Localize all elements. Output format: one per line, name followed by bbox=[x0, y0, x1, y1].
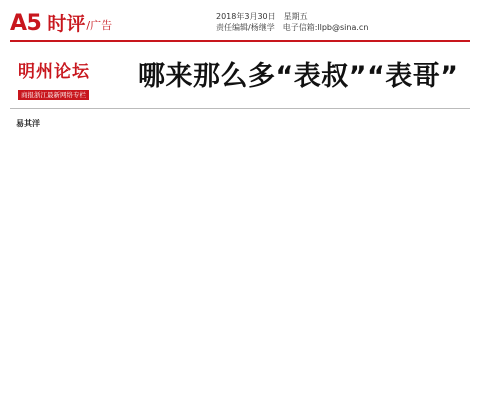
article-area bbox=[10, 42, 470, 413]
dateline bbox=[216, 11, 368, 33]
column-subtitle: 商报浙江最新网络专栏 bbox=[18, 90, 89, 100]
weekday: 星期五 bbox=[283, 12, 308, 21]
editor-row bbox=[216, 22, 368, 33]
article-column-2 bbox=[131, 130, 239, 407]
article-byline: 易其洋 bbox=[16, 119, 40, 128]
email-label: 电子信箱: bbox=[282, 23, 318, 32]
editor: 责任编辑/杨继学 bbox=[216, 23, 275, 32]
column-title: 明州论坛 bbox=[18, 62, 90, 82]
headline-divider bbox=[10, 108, 470, 109]
email-address: llpb@sina.cn bbox=[317, 23, 369, 32]
page-number: A5 bbox=[10, 11, 42, 36]
column-badge bbox=[18, 62, 128, 101]
article-column-1 bbox=[16, 130, 124, 407]
article-body bbox=[16, 130, 470, 407]
article-headline: 哪来那么多“表叔”“表哥” bbox=[138, 61, 459, 92]
publish-date: 2018年3月30日 bbox=[216, 12, 276, 21]
section-suffix: /广告 bbox=[86, 19, 113, 32]
article-column-4 bbox=[362, 130, 470, 407]
section-name: 时评 bbox=[47, 13, 86, 35]
article-column-3 bbox=[247, 130, 355, 407]
masthead bbox=[10, 0, 470, 42]
